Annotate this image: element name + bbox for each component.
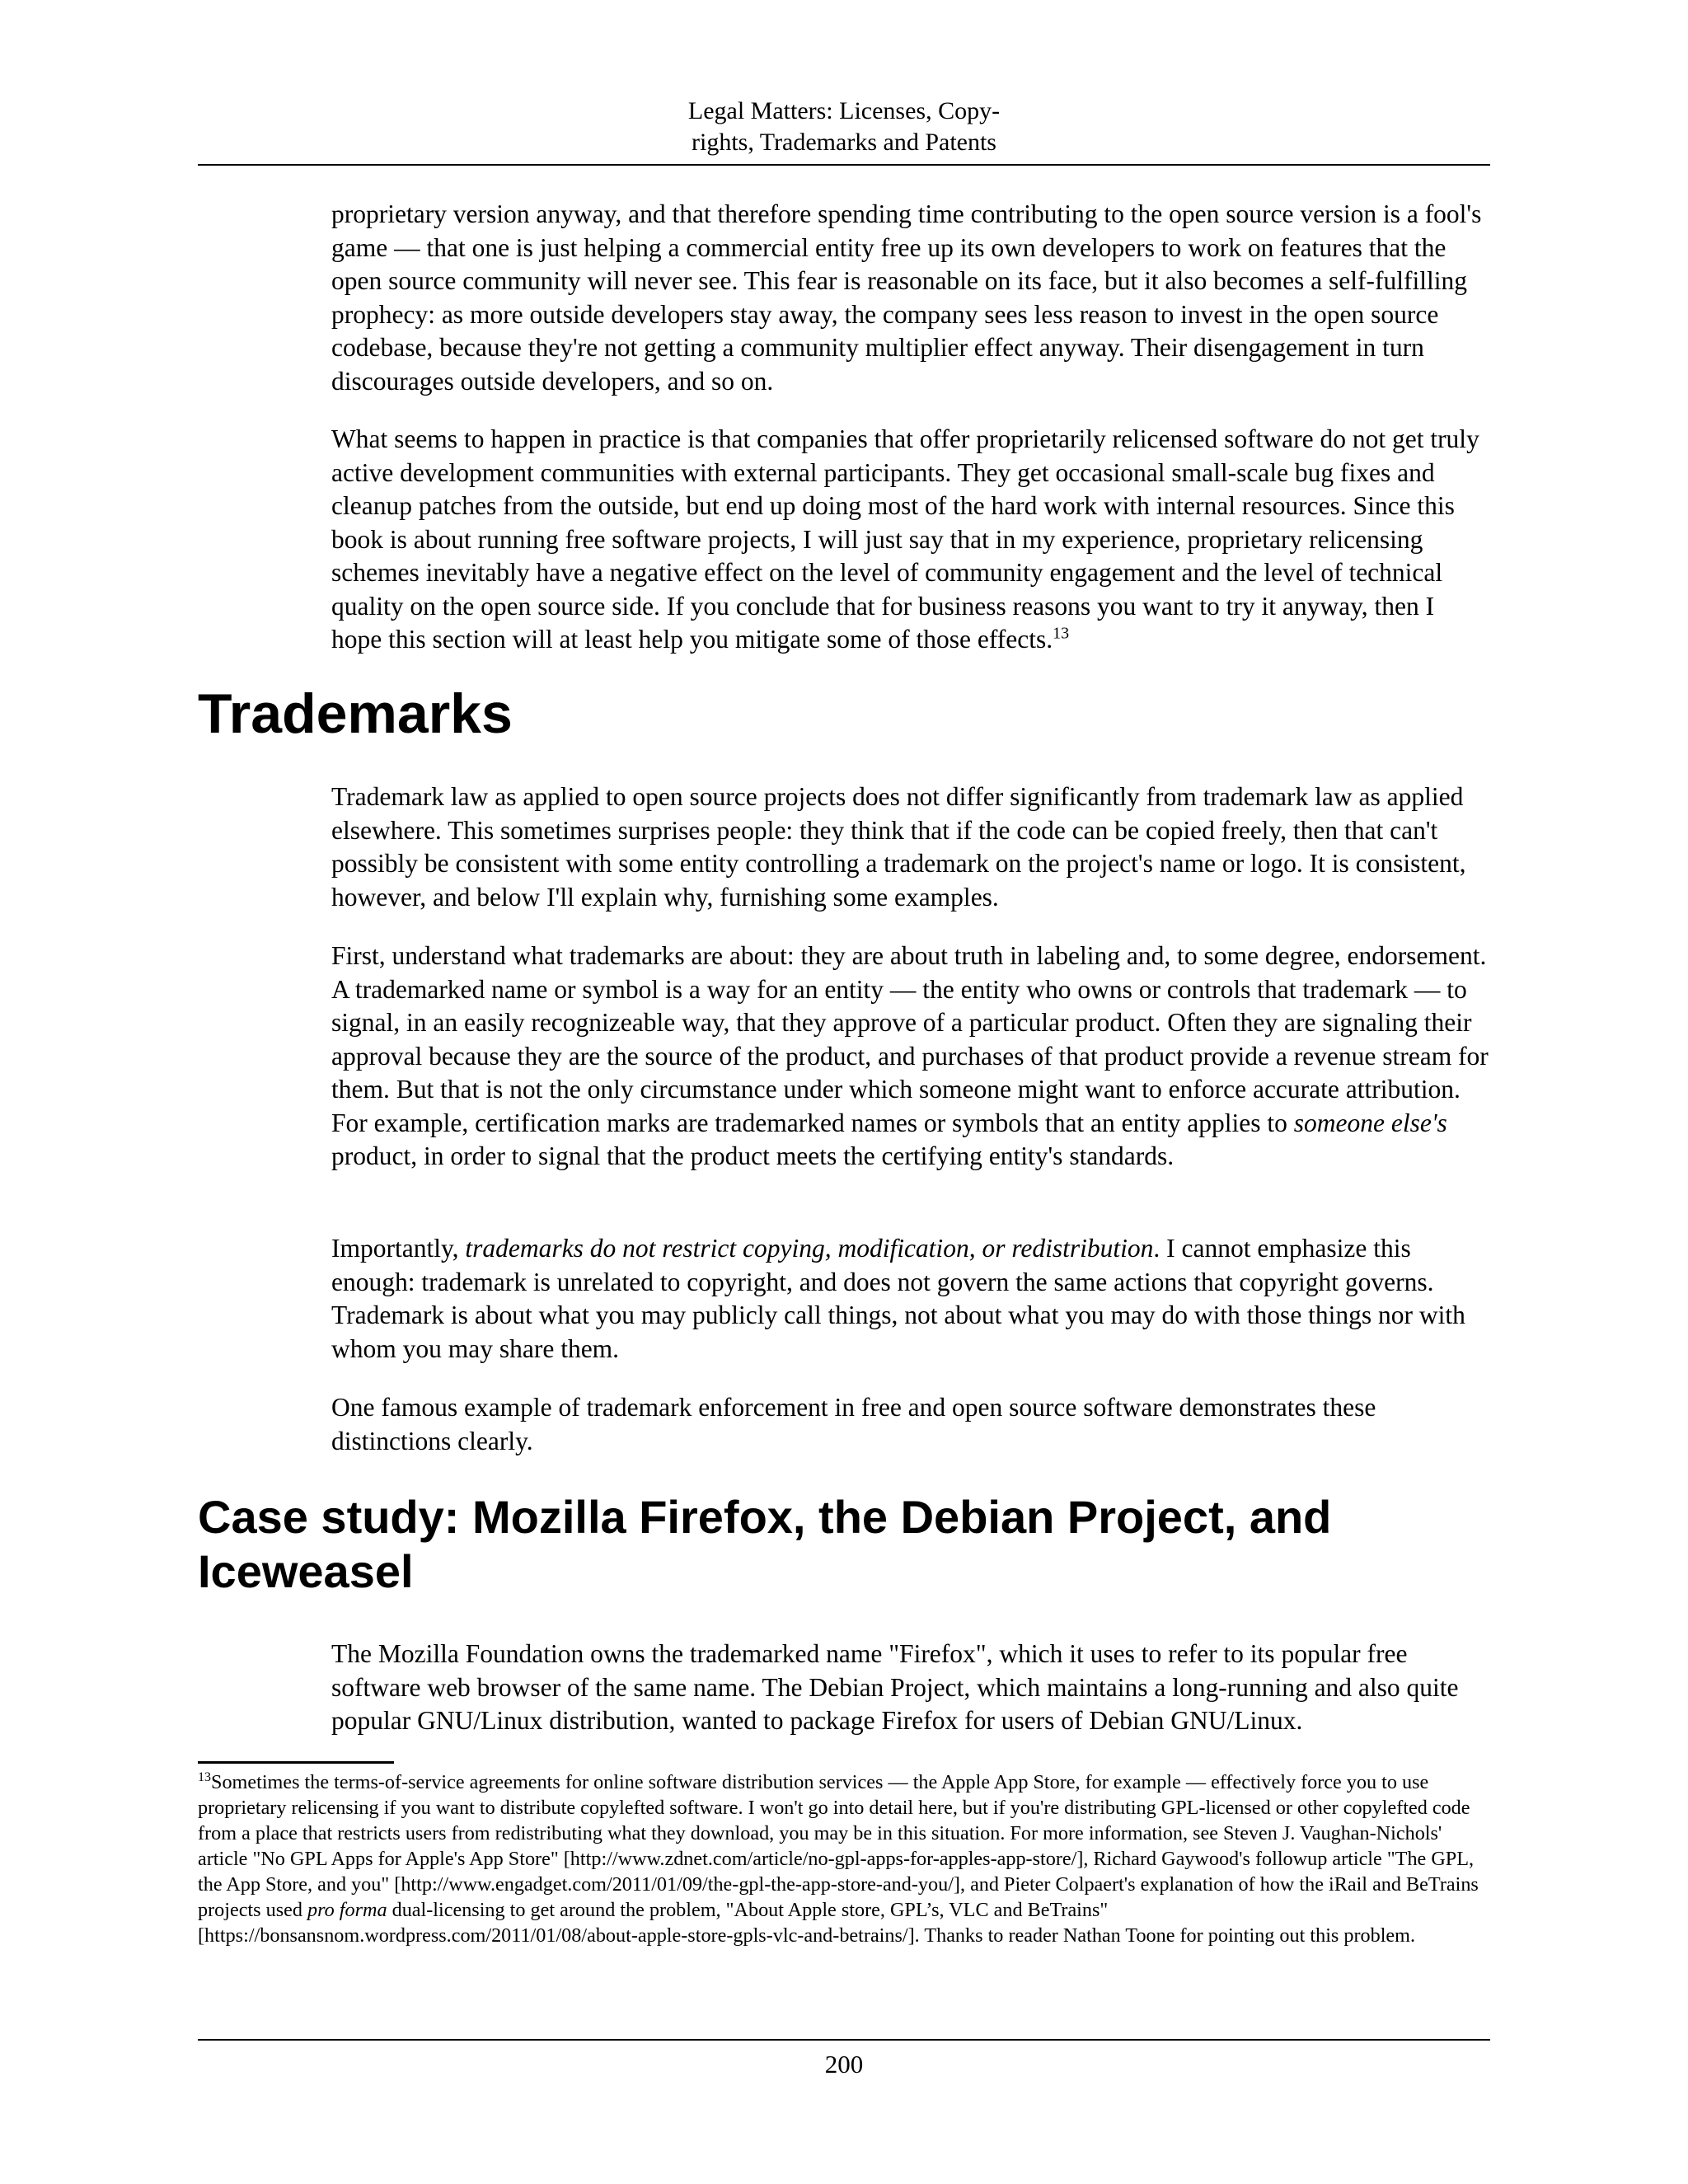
trademarks-paragraph-2-a: First, understand what trademarks are about: they are about truth in labeling and, to some degree, endorsement. A trademarked name or symbol is a way for an entity — the entity who owns or controls that trademark — to signal, in an easily recognizeable way, that they approve of a particular product. Often they are signaling their approval because they are the source of the product, and purchases of that product provide a revenue stream for them. But that is not the only circumstance under which someone might want to enforce accurate attribution. For example, certification marks are trademarked names or symbols that an entity applies to bbox=[331, 941, 1489, 1137]
trademarks-para-2-block bbox=[331, 940, 1490, 1174]
footnote-rule bbox=[198, 1761, 394, 1764]
trademarks-para-3-block bbox=[331, 1232, 1490, 1366]
trademarks-para-4-block bbox=[331, 1391, 1490, 1458]
trademarks-paragraph-3 bbox=[331, 1232, 1490, 1366]
intro-section bbox=[331, 198, 1490, 398]
trademarks-paragraph-2-emphasis: someone else's bbox=[1293, 1108, 1447, 1137]
trademarks-paragraph-1: Trademark law as applied to open source projects does not differ significantly from trademark law as applied elsewhere. This sometimes surprises people: they think that if the code can be copied freely, then that can't possibly be consistent with some entity controlling a trademark on the project's name or logo. It is consistent, however, and below I'll explain why, furnishing some examples. bbox=[331, 782, 1466, 912]
trademarks-paragraph-3-emphasis: trademarks do not restrict copying, modification, or redistribution bbox=[465, 1234, 1154, 1263]
footnote-number: 13 bbox=[198, 1769, 211, 1784]
footer-rule bbox=[198, 2039, 1490, 2041]
running-header-line-1: Legal Matters: Licenses, Copy- bbox=[687, 97, 1001, 124]
page-number: 200 bbox=[824, 2050, 864, 2079]
running-header bbox=[198, 96, 1490, 158]
intro-paragraph-2 bbox=[331, 423, 1490, 657]
trademarks-para-1-block bbox=[331, 780, 1490, 914]
trademarks-paragraph-3-b: . I cannot emphasize this enough: trademark is unrelated to copyright, and does not govern the same actions that copyright governs. Trademark is about what you may publicly call things, not about what you may do with those things nor with whom you may share them. bbox=[331, 1234, 1465, 1363]
case-study-paragraph-1: The Mozilla Foundation owns the trademarked name "Firefox", which it uses to refer to its popular free software web browser of the same name. The Debian Project, which maintains a long-running and also quite popular GNU/Linux distribution, wanted to package Firefox for users of Debian GNU/Linux. bbox=[331, 1639, 1459, 1735]
footnote-reference[interactable]: 13 bbox=[1053, 624, 1070, 643]
intro-paragraph-1: proprietary version anyway, and that therefore spending time contributing to the open source version is a fool's game — that one is just helping a commercial entity free up its own developers to work on features that the open source community will never see. This fear is reasonable on its face, but it also becomes a self-fulfilling prophecy: as more outside developers stay away, the company sees less reason to invest in the open source codebase, because they're not getting a community multiplier effect anyway. Their disengagement in turn discourages outside developers, and so on. bbox=[331, 199, 1482, 396]
intro-paragraph-2-text: What seems to happen in practice is that companies that offer proprietarily relicensed software do not get truly active development communities with external participants. They get occasional small-scale bug fixes and cleanup patches from the outside, but end up doing most of the hard work with internal resources. Since this book is about running free software projects, I will just say that in my experience, proprietary relicensing schemes inevitably have a negative effect on the level of community engagement and the level of technical quality on the open source side. If you conclude that for business reasons you want to try it anyway, then I hope this section will at least help you mitigate some of those effects. bbox=[331, 424, 1479, 654]
intro-section-2 bbox=[331, 423, 1490, 657]
case-study-para-1-block bbox=[331, 1638, 1490, 1738]
trademarks-paragraph-2-b: product, in order to signal that the product meets the certifying entity's standards. bbox=[331, 1141, 1175, 1170]
running-header-line-2: rights, Trademarks and Patents bbox=[692, 129, 996, 156]
section-heading-trademarks: Trademarks bbox=[198, 682, 513, 745]
trademarks-paragraph-3-a: Importantly, bbox=[331, 1234, 466, 1263]
header-rule bbox=[198, 164, 1490, 166]
footnote-text-a: Sometimes the terms-of-service agreements for online software distribution services — the Apple App Store, for example — effectively force you to use proprietary relicensing if you want to distribute copylefted software. I won't go into detail here, but if you're distributing GPL-licensed or other copylefted code from a place that restricts users from redistributing what they download, you may be in this situation. For more information, see Steven J. Vaughan-Nichols' article "No GPL Apps for Apple's App Store" [http://www.zdnet.com/article/no-gpl-apps-for-apples-app-store/], Richard Gaywood's followup article "The GPL, the App Store, and you" [http://www.engadget.com/2011/01/09/the-gpl-the-app-store-and-you/], and Pieter Colpaert's explanation of how the iRail and BeTrains projects used bbox=[198, 1771, 1479, 1921]
footnote-emphasis: pro forma bbox=[307, 1899, 387, 1921]
section-heading-case-study: Case study: Mozilla Firefox, the Debian Project, and Iceweasel bbox=[198, 1491, 1332, 1597]
footnote-text-b: dual-licensing to get around the problem, "About Apple store, GPL’s, VLC and BeTrains" [https://bonsansnom.wordpress.com/2011/01/08/about-apple-store-gpls-vlc-and-betrains/]. Thanks to reader Nathan Toone for pointing out this problem. bbox=[198, 1899, 1416, 1947]
trademarks-paragraph-2 bbox=[331, 940, 1490, 1174]
footnote-13 bbox=[198, 1769, 1490, 1948]
trademarks-paragraph-4: One famous example of trademark enforcement in free and open source software demonstrates these distinctions clearly. bbox=[331, 1393, 1376, 1455]
